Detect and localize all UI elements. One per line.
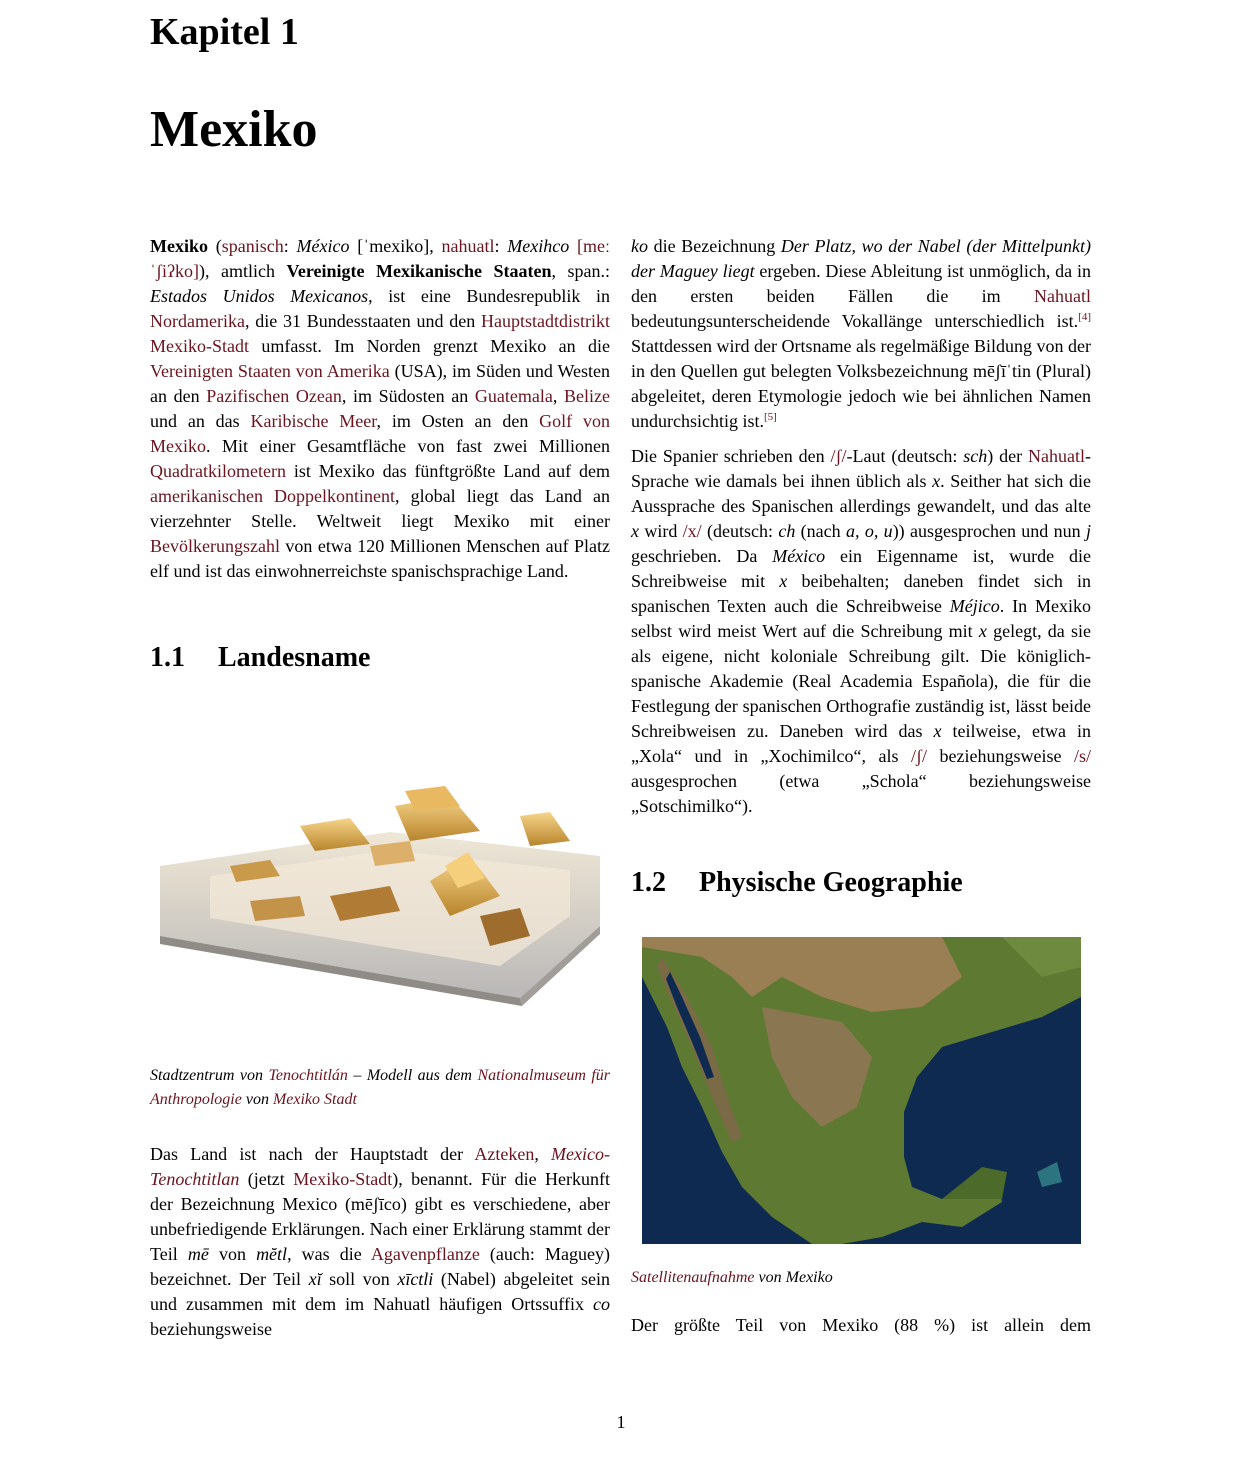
link-ipa-s[interactable]: /s/ (1073, 746, 1091, 766)
link-bevoelkerungszahl[interactable]: Bevölkerungszahl (150, 536, 280, 556)
spanier-paragraph (631, 444, 1091, 819)
text: (nach (795, 521, 846, 541)
text: ko (631, 236, 648, 256)
link-mexiko-stadt-caption[interactable]: Mexiko Stadt (272, 1091, 357, 1108)
text: mē (187, 1244, 209, 1264)
link-azteken[interactable]: Azteken (474, 1144, 535, 1164)
tenochtitlan-model-image (150, 786, 610, 1006)
link-ipa[interactable]: [meːˈʃiʔko] (150, 236, 610, 281)
link-mexico-tenochtitlan[interactable]: Mexico-Tenochtitlan (150, 1144, 611, 1189)
text: Das Land ist nach der Hauptstadt der (150, 1144, 475, 1164)
text: ), amtlich (198, 261, 287, 281)
link-doppelkontinent[interactable]: amerikanischen Doppelkontinent (150, 486, 396, 506)
text: -Laut (deutsch: (846, 446, 964, 466)
figure-satellite (631, 937, 1091, 1244)
text: von (208, 1244, 257, 1264)
text: bedeutungsunterscheidende Vokallänge unterschiedlich ist. (631, 311, 1079, 331)
link-nationalmuseum[interactable]: Nationalmuseum für Anthropologie (150, 1067, 611, 1108)
link-ipa-x[interactable]: /x/ (682, 521, 702, 541)
text: . Seither hat sich die Aussprache des Spanischen allerdings gewandelt, und das alte (631, 471, 1091, 516)
link-mexiko-stadt[interactable]: Mexiko-Stadt (150, 336, 249, 356)
text: ch (778, 521, 796, 541)
link-spanisch[interactable]: spanisch (221, 236, 284, 256)
text: , im Südosten an (341, 386, 475, 406)
text: Estados Unidos Mexicanos (150, 286, 369, 306)
bold-term: Mexiko (150, 236, 208, 256)
text: geschrieben. Da (631, 546, 773, 566)
text: ) der (987, 446, 1029, 466)
text: [ˈmexiko], (349, 236, 442, 256)
reference-5[interactable]: [5] (764, 411, 777, 423)
text: xĭ (308, 1269, 322, 1289)
text: , (534, 1144, 552, 1164)
text: mĕtl (256, 1244, 288, 1264)
section-heading (631, 867, 1091, 899)
text: teilweise, etwa in „Xola“ und in „Xochimilco“, als (631, 721, 1091, 766)
link-nahuatl-2[interactable]: Nahuatl (1034, 286, 1091, 306)
text: x (779, 571, 788, 591)
text: gelegt, da sie als eigene, nicht koloniale Schreibung gilt. Die königlich-spanische Akademie (Real Academia Española), die für die Festlegung der spanischen Orthografie zuständig ist, lässt beide Schreibweisen zu. Daneben wird das (631, 621, 1091, 741)
text: und an das (150, 411, 251, 431)
text: xīctli (397, 1269, 434, 1289)
figure-caption (150, 1064, 610, 1112)
mexico-satellite-image (642, 937, 1081, 1244)
text: x (978, 621, 987, 641)
text: beziehungsweise (150, 1319, 272, 1339)
link-nahuatl-3[interactable]: Nahuatl (1028, 446, 1085, 466)
text: : (283, 236, 297, 256)
text: Stadtzentrum von (150, 1067, 269, 1084)
text: – Modell aus dem (347, 1067, 478, 1084)
text: (auch: Maguey) bezeichnet. Der Teil (150, 1244, 610, 1289)
section-heading (150, 642, 610, 674)
text: ein Eigenname ist, wurde die Schreibweise mit (631, 546, 1091, 591)
link-belize[interactable]: Belize (564, 386, 610, 406)
figure-caption (631, 1266, 1091, 1290)
text: Stattdessen wird der Ortsname als regelmäßige Bildung von der in den Quellen gut belegten Volksbezeichnung mēʃīˈtin (Plural) abgeleitet, deren Etymologie jedoch wie bei ähnlichen Namen undurchsichtig ist. (631, 336, 1091, 431)
landesname-paragraph-continued (631, 234, 1091, 434)
text: co (593, 1294, 610, 1314)
text: , ist eine Bundesrepublik in (368, 286, 610, 306)
text: x (933, 721, 942, 741)
link-satellitenaufnahme[interactable]: Satellitenaufnahme (631, 1269, 755, 1286)
text: : (494, 236, 508, 256)
landesname-paragraph (150, 1142, 610, 1342)
text: beziehungsweise (926, 746, 1074, 766)
text: von Mexiko (754, 1269, 833, 1286)
text: beibehalten; daneben findet sich in spanischen Texten auch die Schreibweise (631, 571, 1091, 616)
text: , im Osten an den (376, 411, 540, 431)
text: México (772, 546, 826, 566)
link-guatemala[interactable]: Guatemala (474, 386, 553, 406)
text: ist Mexiko das fünftgrößte Land auf dem (285, 461, 610, 481)
link-agavenpflanze[interactable]: Agavenpflanze (370, 1244, 480, 1264)
page-number: 1 (616, 1412, 626, 1432)
text: ( (208, 236, 222, 256)
text: ), benannt. Für die Herkunft der Bezeichnung Mexico (mēʃīco) gibt es verschiedene, aber unbefriedigende Erklärungen. Nach einer Erklärung stammt der Teil (150, 1169, 610, 1264)
text: wird (639, 521, 683, 541)
link-nordamerika[interactable]: Nordamerika (150, 311, 245, 331)
text: , span.: (551, 261, 610, 281)
text: , die 31 Bundesstaaten und den (244, 311, 481, 331)
text: -Sprache wie damals bei ihnen üblich als (631, 446, 1091, 491)
text: . Mit einer Gesamtfläche von fast zwei Millionen (206, 436, 610, 456)
text: ergeben. Diese Ableitung ist unmöglich, da in den ersten beiden Fällen die im (631, 261, 1091, 306)
text: j (1086, 521, 1092, 541)
text: )) ausgesprochen und nun (892, 521, 1086, 541)
link-pazifik[interactable]: Pazifischen Ozean (206, 386, 342, 406)
text: a, o, u (846, 521, 893, 541)
link-hauptstadtdistrikt[interactable]: Hauptstadtdistrikt (481, 311, 610, 331)
section-number: 1.2 (631, 867, 666, 898)
text: . In Mexiko selbst wird meist Wert auf die Schreibung mit (631, 596, 1091, 641)
text: x (631, 521, 639, 541)
intro-paragraph (150, 234, 610, 584)
link-mexiko-stadt-2[interactable]: Mexiko-Stadt (293, 1169, 393, 1189)
link-nahuatl[interactable]: nahuatl (441, 236, 495, 256)
text: , global liegt das Land an vierzehnter Stelle. Weltweit liegt Mexiko mit einer (150, 486, 610, 531)
link-ipa-sch[interactable]: /ʃ/ (830, 446, 847, 466)
link-golf[interactable]: Golf von Mexiko (150, 411, 610, 456)
link-quadratkilometer[interactable]: Quadratkilometern (150, 461, 286, 481)
left-column (150, 234, 610, 1342)
section-title: Landesname (218, 642, 371, 673)
link-usa[interactable]: Vereinigten Staaten von Amerika (150, 361, 390, 381)
section-title: Physische Geographie (699, 867, 963, 898)
text: von etwa 120 Millionen Menschen auf Platz elf und ist das einwohnerreichste spanischsprachige Land. (150, 536, 610, 581)
text: (USA), im Süden und Westen an den (150, 361, 610, 406)
figure-tenochtitlan (150, 786, 610, 1006)
text: México (296, 236, 350, 256)
text: (deutsch: (701, 521, 779, 541)
text: , (552, 386, 565, 406)
text: sch (963, 446, 988, 466)
text: x (932, 471, 941, 491)
link-tenochtitlan[interactable]: Tenochtitlán (268, 1067, 348, 1084)
link-ipa-sh[interactable]: /ʃ/ (910, 746, 927, 766)
article-title: Mexiko (150, 101, 318, 158)
section-number: 1.1 (150, 642, 185, 673)
text: von (241, 1091, 273, 1108)
text: , was die (287, 1244, 371, 1264)
text: soll von (321, 1269, 398, 1289)
text: (jetzt (239, 1169, 294, 1189)
right-column (631, 234, 1091, 1338)
chapter-label: Kapitel 1 (150, 11, 299, 53)
bold-term: Vereinigte Mexikanische Staaten (286, 261, 552, 281)
text: ausgesprochen (etwa „Schola“ beziehungsweise „Sotschimilko“). (631, 771, 1091, 816)
text: Die Spanier schrieben den (631, 446, 831, 466)
text: umfasst. Im Norden grenzt Mexiko an die (249, 336, 610, 356)
geography-paragraph: Der größte Teil von Mexiko (88 %) ist allein dem (631, 1315, 1091, 1335)
link-karibik[interactable]: Karibische Meer (250, 411, 377, 431)
text: Der Platz, wo der Nabel (der Mittelpunkt) der Maguey liegt (631, 236, 1091, 281)
reference-4[interactable]: [4] (1078, 311, 1091, 323)
text: die Bezeichnung (648, 236, 781, 256)
text: Mexihco (507, 236, 570, 256)
text: Méjico (949, 596, 1000, 616)
text: (Nabel) abgeleitet sein und zusammen mit dem im Nahuatl häufigen Ortssuffix (150, 1269, 610, 1314)
